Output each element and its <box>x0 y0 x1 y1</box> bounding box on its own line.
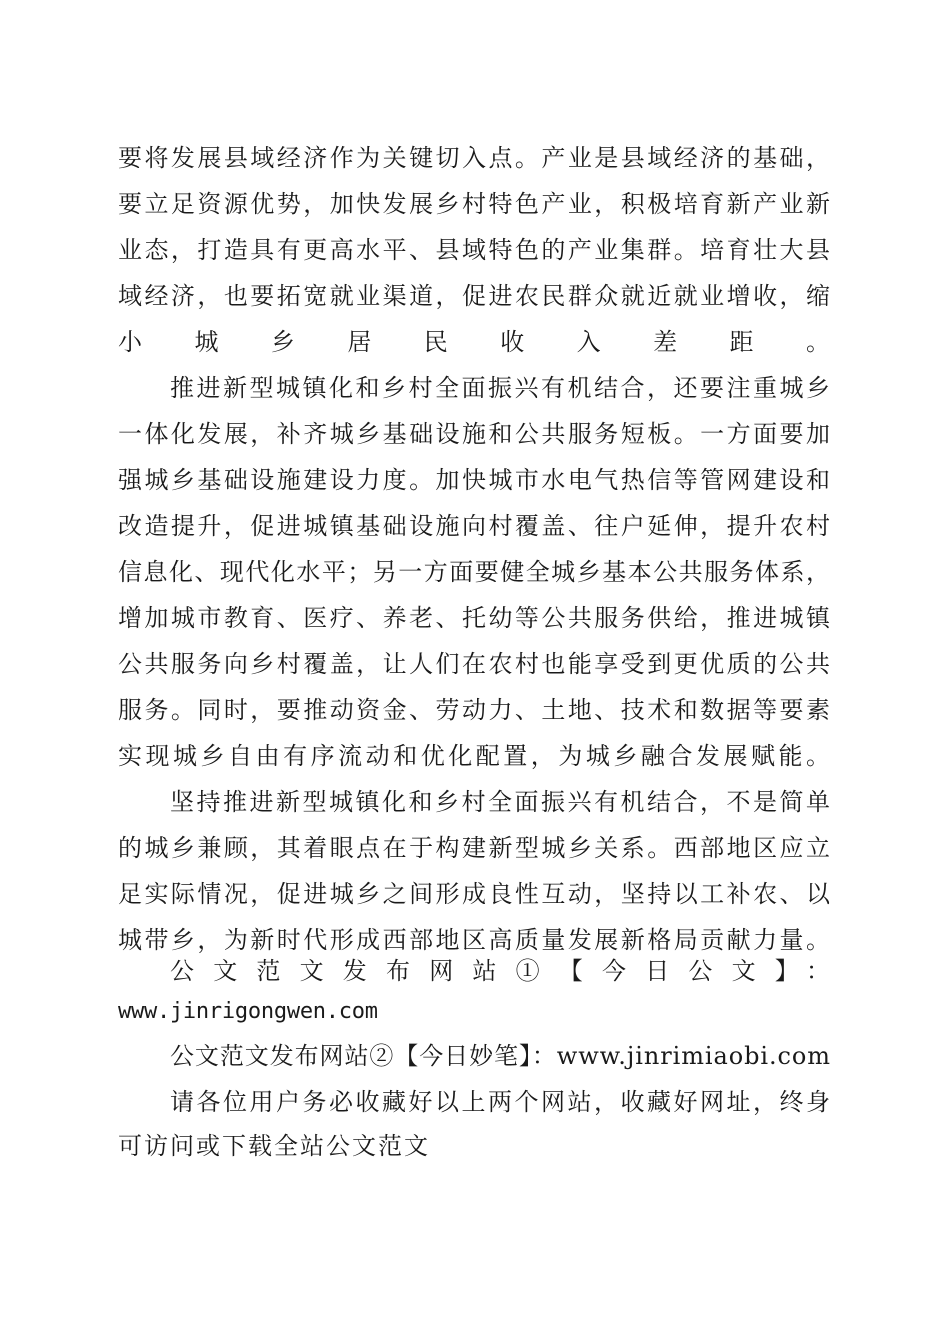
website-1-line <box>0 951 950 991</box>
website-1-url-line <box>0 992 950 1032</box>
text-line-content: 实现城乡自由有序流动和优化配置，为城乡融合发展赋能。 <box>118 742 834 770</box>
text-line <box>0 552 950 592</box>
text-line-content: 足实际情况，促进城乡之间形成良性互动，坚持以工补农、以 <box>118 880 833 908</box>
text-line <box>0 644 950 684</box>
text-line-content: 坚持推进新型城镇化和乡村全面振兴有机结合，不是简单 <box>170 788 833 816</box>
website-2-line <box>0 1036 950 1076</box>
text-line <box>0 736 950 776</box>
text-line <box>0 782 950 822</box>
text-line <box>0 506 950 546</box>
text-line-content: 小城乡居民收入差距。 <box>118 328 883 356</box>
website-1-label: 公文范文发布网站①【今日公文】： <box>170 957 850 985</box>
text-line-content: 业态，打造具有更高水平、县域特色的产业集群。培育壮大县 <box>118 236 833 264</box>
text-line-content: 要将发展县域经济作为关键切入点。产业是县域经济的基础， <box>118 144 833 172</box>
text-line-content: 请各位用户务必收藏好以上两个网站，收藏好网址，终身 <box>170 1088 833 1116</box>
text-line-content: 服务。同时，要推动资金、劳动力、土地、技术和数据等要素 <box>118 696 833 724</box>
text-line-content: 增加城市教育、医疗、养老、托幼等公共服务供给，推进城镇 <box>118 604 833 632</box>
text-line-content: 域经济，也要拓宽就业渠道，促进农民群众就近就业增收，缩 <box>118 282 833 310</box>
text-line-content: 可访问或下载全站公文范文 <box>118 1132 430 1160</box>
text-line-content: 的城乡兼顾，其着眼点在于构建新型城乡关系。西部地区应立 <box>118 834 833 862</box>
website-2-text: 公文范文发布网站②【今日妙笔】：www.jinrimiaobi.com <box>170 1042 831 1070</box>
text-line <box>0 1126 950 1166</box>
text-line-content: 信息化、现代化水平；另一方面要健全城乡基本公共服务体系， <box>118 558 832 586</box>
text-line <box>0 1082 950 1122</box>
text-line <box>0 184 950 224</box>
text-line-content: 要立足资源优势，加快发展乡村特色产业，积极培育新产业新 <box>118 190 833 218</box>
text-line <box>0 230 950 270</box>
text-line <box>0 138 950 178</box>
text-line <box>0 460 950 500</box>
text-line <box>0 414 950 454</box>
text-line <box>0 322 950 362</box>
text-line <box>0 690 950 730</box>
text-line-content: 公共服务向乡村覆盖，让人们在农村也能享受到更优质的公共 <box>118 650 833 678</box>
text-line-content: 强城乡基础设施建设力度。加快城市水电气热信等管网建设和 <box>118 466 833 494</box>
text-line <box>0 874 950 914</box>
text-line-content: 改造提升，促进城镇基础设施向村覆盖、往户延伸，提升农村 <box>118 512 833 540</box>
text-line <box>0 828 950 868</box>
text-line-content: 城带乡，为新时代形成西部地区高质量发展新格局贡献力量。 <box>118 926 833 954</box>
text-line-content: 推进新型城镇化和乡村全面振兴有机结合，还要注重城乡 <box>170 374 833 402</box>
text-line <box>0 276 950 316</box>
text-line-content: 一体化发展，补齐城乡基础设施和公共服务短板。一方面要加 <box>118 420 833 448</box>
text-line <box>0 598 950 638</box>
text-line <box>0 368 950 408</box>
website-1-url: www.jinrigongwen.com <box>118 999 378 1024</box>
